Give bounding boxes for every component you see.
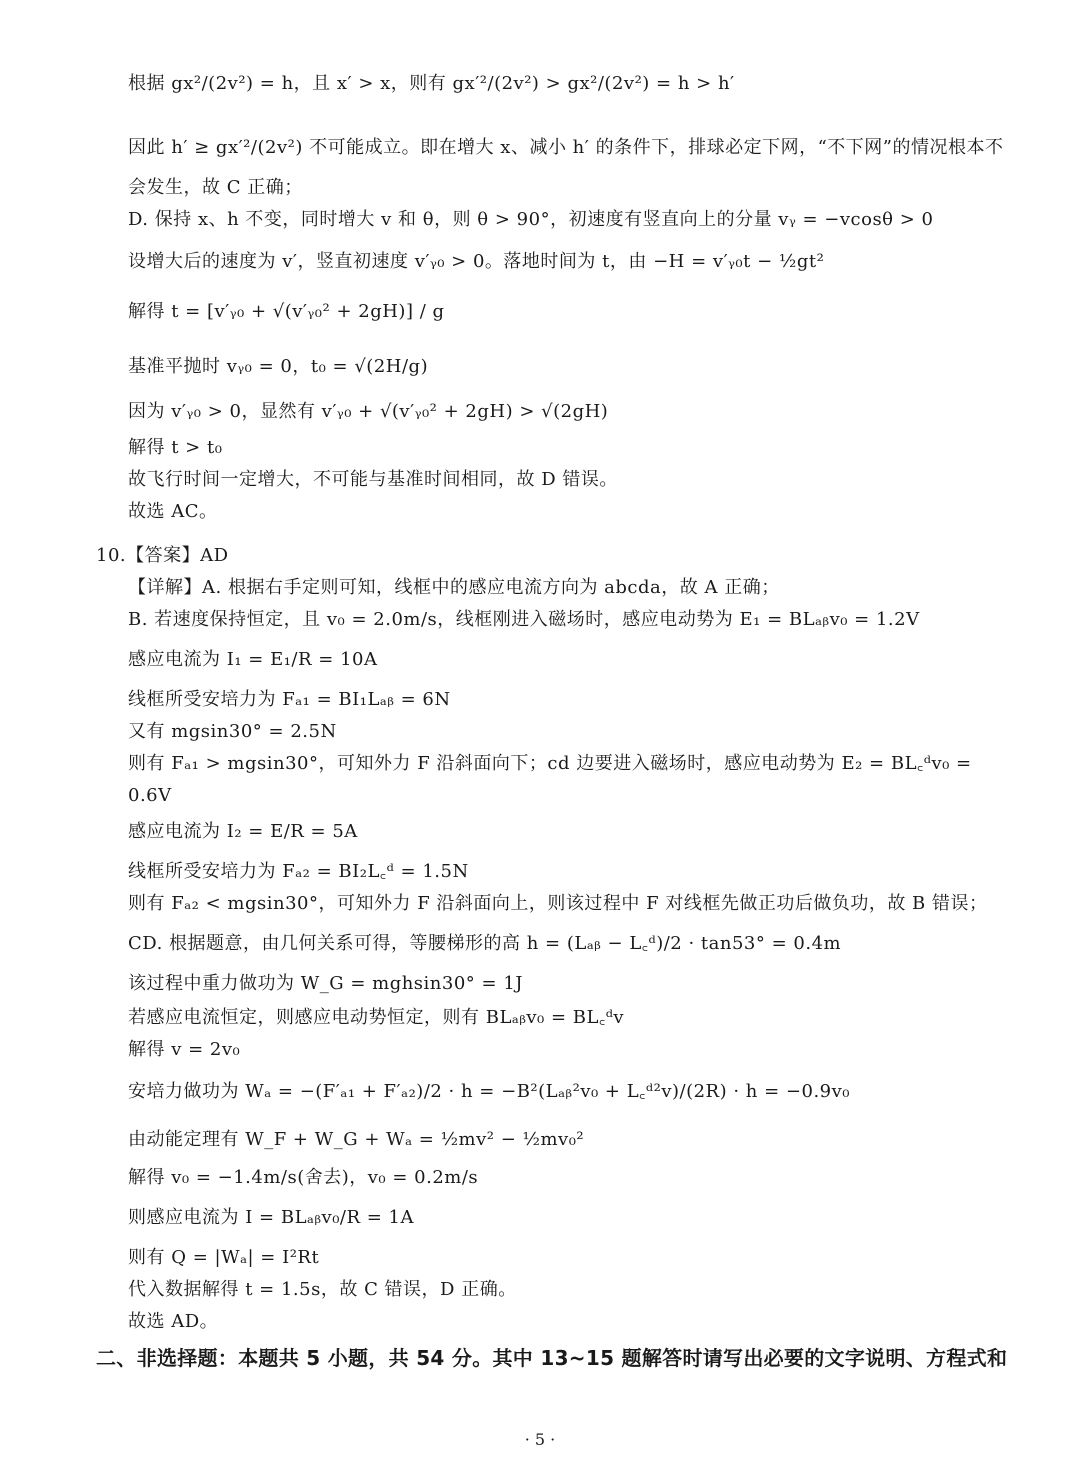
text-line: D. 保持 x、h 不变，同时增大 v 和 θ，则 θ > 90°，初速度有竖直向上的分量 vᵧ = −vcosθ > 0 [128,209,934,230]
text-line: 故选 AC。 [128,501,218,522]
text-line: 基准平抛时 vᵧ₀ = 0，t₀ = √(2H/g) [128,356,429,377]
text-line: 安培力做功为 Wₐ = −(F′ₐ₁ + F′ₐ₂)/2 · h = −B²(Lₐᵦ²v₀ + L꜀ᵈ²v)/(2R) · h = −0.9v₀ [128,1081,851,1102]
text-line: 会发生，故 C 正确； [128,177,303,198]
text-line: 代入数据解得 t = 1.5s，故 C 错误，D 正确。 [128,1279,517,1300]
text-line: 若感应电流恒定，则感应电动势恒定，则有 BLₐᵦv₀ = BL꜀ᵈv [128,1007,625,1028]
text-line: B. 若速度保持恒定，且 v₀ = 2.0m/s，线框刚进入磁场时，感应电动势为 E₁ = BLₐᵦv₀ = 1.2V [128,609,920,630]
text-line: 该过程中重力做功为 W_G = mghsin30° = 1J [128,973,523,994]
text-line: 线框所受安培力为 Fₐ₁ = BI₁Lₐᵦ = 6N [128,689,451,710]
text-line: 则有 Fₐ₁ > mgsin30°，可知外力 F 沿斜面向下；cd 边要进入磁场时，感应电动势为 E₂ = BL꜀ᵈv₀ = [128,753,972,774]
text-line: 解得 t = [v′ᵧ₀ + √(v′ᵧ₀² + 2gH)] / g [128,301,445,322]
text-line: 0.6V [128,785,172,806]
text-line: 【详解】A. 根据右手定则可知，线框中的感应电流方向为 abcda，故 A 正确； [128,577,780,598]
text-line: 感应电流为 I₁ = E₁/R = 10A [128,649,378,670]
text-line: 根据 gx²/(2v²) = h，且 x′ > x，则有 gx′²/(2v²) > gx²/(2v²) = h > h′ [128,73,735,94]
text-line: 因此 h′ ≥ gx′²/(2v²) 不可能成立。即在增大 x、减小 h′ 的条件下，排球必定下网，“不下网”的情况根本不 [128,137,1004,158]
text-line: CD. 根据题意，由几何关系可得，等腰梯形的高 h = (Lₐᵦ − L꜀ᵈ)/2 · tan53° = 0.4m [128,933,842,954]
text-line: 故选 AD。 [128,1311,219,1332]
text-line: 解得 v₀ = −1.4m/s(舍去)，v₀ = 0.2m/s [128,1167,479,1188]
text-line: 解得 v = 2v₀ [128,1039,241,1060]
text-line: 又有 mgsin30° = 2.5N [128,721,337,742]
text-line: 感应电流为 I₂ = E/R = 5A [128,821,358,842]
text-line: 则有 Fₐ₂ < mgsin30°，可知外力 F 沿斜面向上，则该过程中 F 对线框先做正功后做负功，故 B 错误； [128,893,988,914]
text-line: 设增大后的速度为 v′，竖直初速度 v′ᵧ₀ > 0。落地时间为 t，由 −H = v′ᵧ₀t − ½gt² [128,251,825,272]
text-line: 线框所受安培力为 Fₐ₂ = BI₂L꜀ᵈ = 1.5N [128,861,469,882]
text-line: 则感应电流为 I = BLₐᵦv₀/R = 1A [128,1207,415,1228]
text-line: 由动能定理有 W_F + W_G + Wₐ = ½mv² − ½mv₀² [128,1129,585,1150]
question-answer-heading: 10.【答案】AD [96,545,229,566]
page-number: · 5 · [524,1430,556,1449]
section-heading: 二、非选择题：本题共 5 小题，共 54 分。其中 13~15 题解答时请写出必要的文字说明、方程式和 [96,1346,1008,1370]
text-line: 因为 v′ᵧ₀ > 0，显然有 v′ᵧ₀ + √(v′ᵧ₀² + 2gH) > √(2gH) [128,401,609,422]
text-line: 故飞行时间一定增大，不可能与基准时间相同，故 D 错误。 [128,469,618,490]
text-line: 解得 t > t₀ [128,437,223,458]
text-line: 则有 Q = |Wₐ| = I²Rt [128,1247,320,1268]
